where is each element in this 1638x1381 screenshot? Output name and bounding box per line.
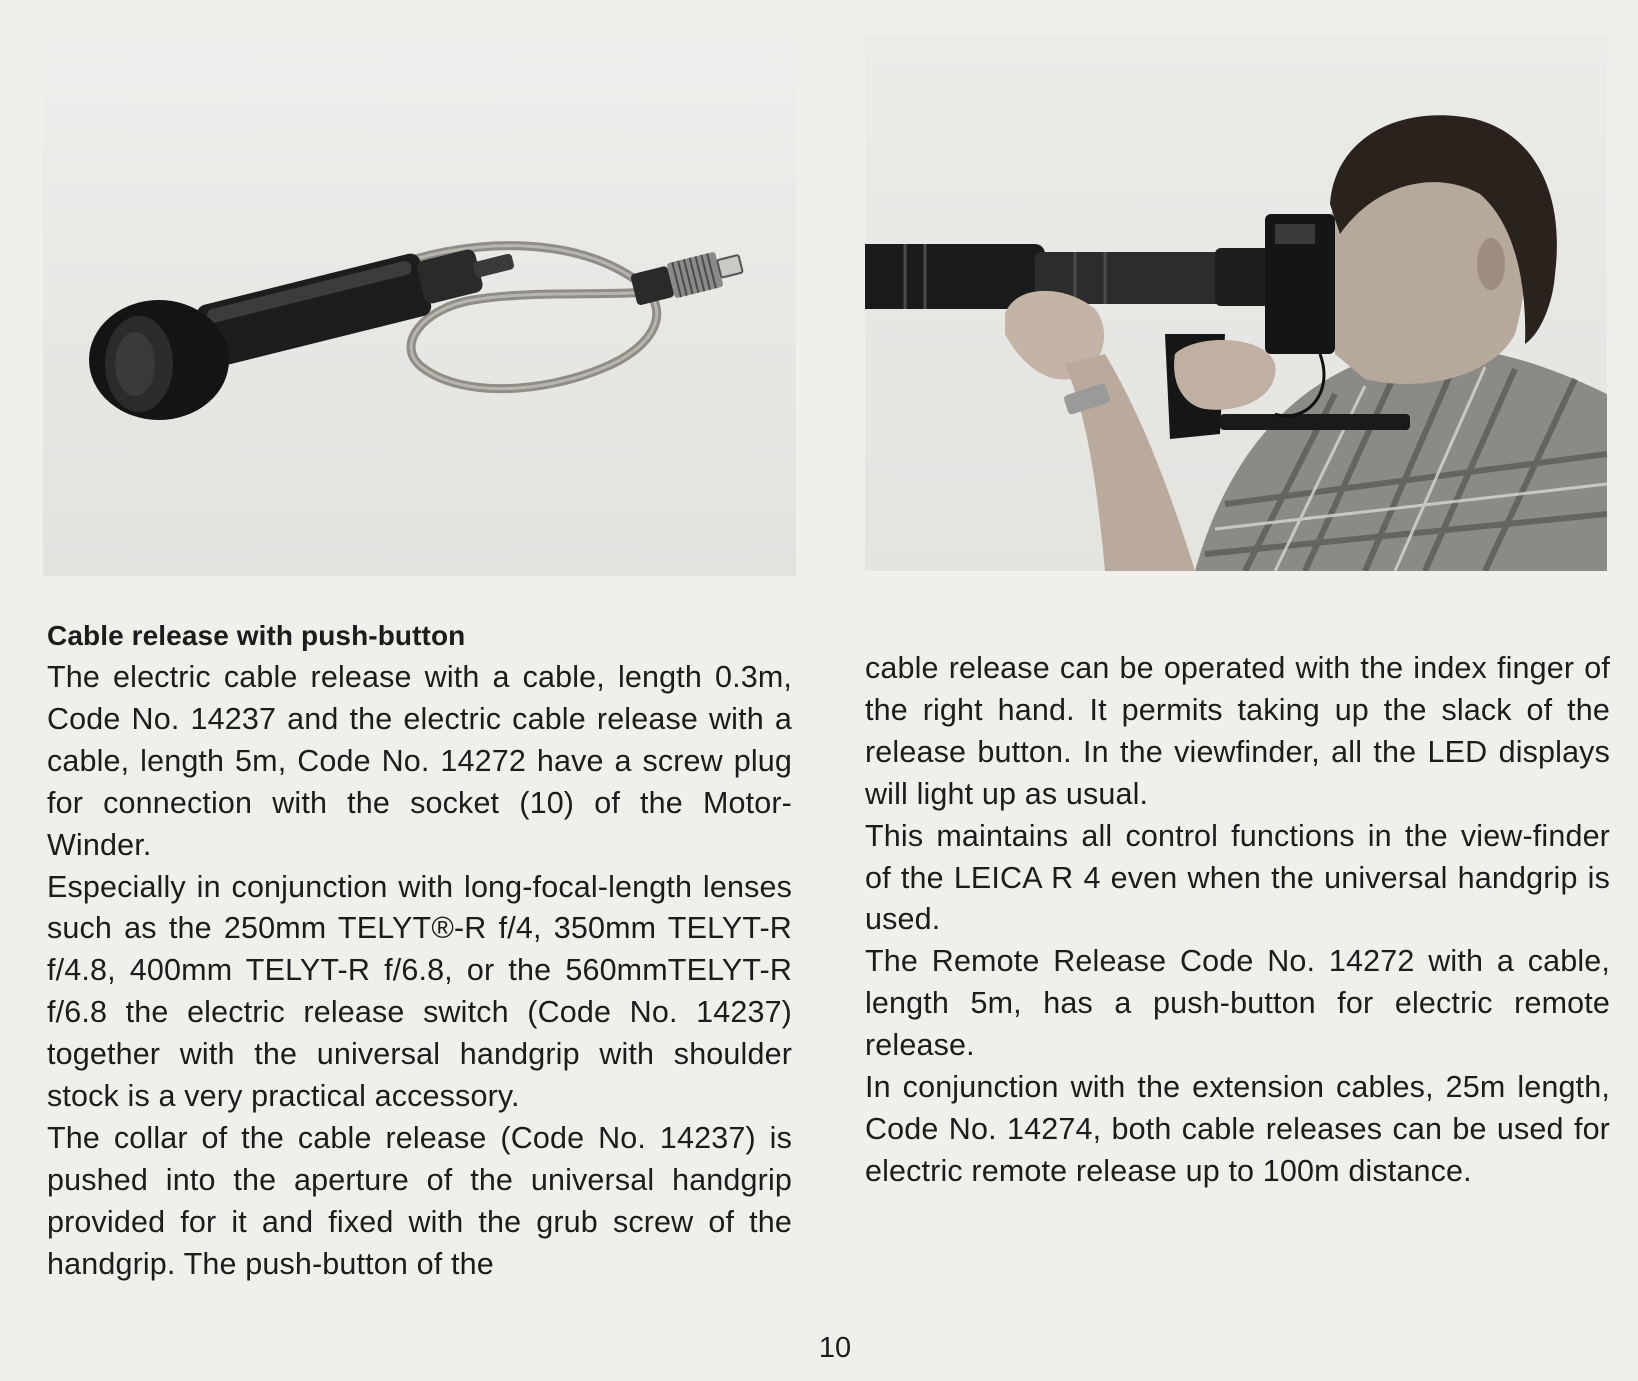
section-heading: Cable release with push-button [47,620,466,651]
right-paragraph-2: This maintains all control functions in the view-finder of the LEICA R 4 even when the universal handgrip is used. [865,818,1610,937]
left-paragraph-1: The electric cable release with a cable, length 0.3m, Code No. 14237 and the electric cable release with a cable, length 5m, Code No. 14272 have a screw plug for connection with the socket (10) of the Motor-Winder. [47,660,792,862]
left-text-column [47,615,792,1286]
photographer-with-handgrip-photo [865,34,1607,571]
cable-release-photo [43,38,796,576]
page-number: 10 [818,1332,852,1364]
left-paragraph-3: The collar of the cable release (Code No. 14237) is pushed into the aperture of the universal handgrip provided for it and fixed with the grub screw of the handgrip. The push-button of the [47,1120,792,1281]
right-paragraph-4: In conjunction with the extension cables, 25m length, Code No. 14274, both cable releases can be used for electric remote release up to 100m distance. [865,1070,1610,1188]
right-paragraph-1: cable release can be operated with the index finger of the right hand. It permits taking up the slack of the release button. In the viewfinder, all the LED displays will light up as usual. [865,651,1610,811]
right-paragraph-3: The Remote Release Code No. 14272 with a cable, length 5m, has a push-button for electric remote release. [865,944,1610,1063]
left-paragraph-2: Especially in conjunction with long-focal-length lenses such as the 250mm TELYT®-R f/4, 350mm TELYT-R f/4.8, 400mm TELYT-R f/6.8, or the 560mmTELYT-R f/6.8 the electric release switch (Code No. 14237) together with the universal handgrip with shoulder stock is a very practical accessory. [47,869,792,1114]
right-text-column [865,648,1610,1193]
